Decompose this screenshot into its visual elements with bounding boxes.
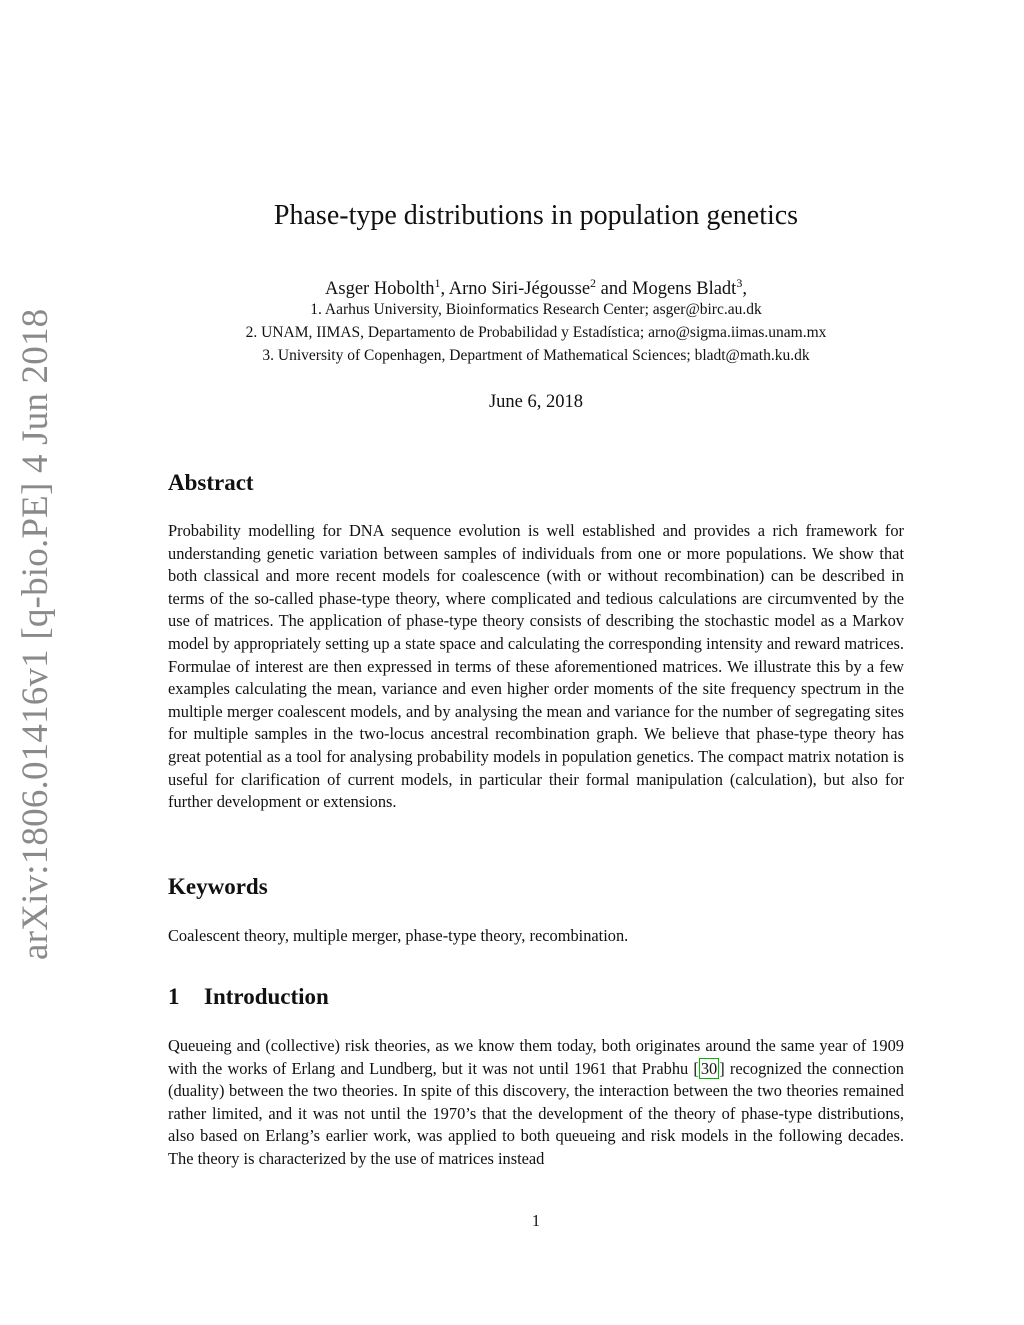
introduction-text-start: Queueing and (collective) risk theories, as we know them today, both originates around the same year of 1909 with the works of Erlang and Lundberg, but it was not until 1961 that Prabhu [ bbox=[168, 1036, 904, 1078]
author-name: Asger Hobolth bbox=[325, 279, 435, 300]
introduction-text-rest: ] recognized the connection (duality) between the two theories. In spite of this discovery, the interaction between the two theories remained rather limited, and it was not until the 1970’s that the development of the theory of phase-type distributions, also based on Erlang’s earlier work, was applied to both queueing and risk models in the following decades. The theory is characterized by the use of matrices instead bbox=[168, 1058, 904, 1168]
section-title: Introduction bbox=[204, 984, 329, 1009]
author-name: Arno Siri-Jégousse bbox=[448, 279, 591, 300]
paper-title: Phase-type distributions in population genetics bbox=[273, 200, 799, 231]
abstract-heading: Abstract bbox=[168, 470, 254, 495]
affiliation-line: 1. Aarhus University, Bioinformatics Research Center; asger@birc.au.dk bbox=[310, 301, 762, 318]
abstract-text: Probability modelling for DNA sequence evolution is well established and provides a rich framework for understanding genetic variation between samples of individuals from one or more populations. We show that both classical and more recent models for coalescence (with or without recombination) can be described in terms of the so-called phase-type theory, where complicated and tedious calculations are circumvented by the use of matrices. The application of phase-type theory consists of describing the stochastic model as a Markov model by appropriately setting up a state space and calculating the corresponding intensity and reward matrices. Formulae of interest are then expressed in terms of these aforementioned matrices. We illustrate this by a few examples calculating the mean, variance and even higher order moments of the site frequency spectrum in the multiple merger coalescent models, and by analysing the mean and variance for the number of segregating sites for multiple samples in the two-locus ancestral recombination graph. We believe that phase-type theory has great potential as a tool for analysing probability models in population genetics. The compact matrix notation is useful for clarification of current models, in particular their formal manipulation (calculation), but also for further development or extensions. bbox=[168, 521, 904, 812]
arxiv-identifier-stamp: arXiv:1806.01416v1 [q-bio.PE] 4 Jun 2018 bbox=[15, 308, 56, 960]
affiliation-mark: 2 bbox=[590, 276, 597, 290]
affiliation-mark: 3 bbox=[736, 276, 743, 290]
publication-date: June 6, 2018 bbox=[488, 392, 584, 412]
keywords-heading: Keywords bbox=[168, 874, 268, 899]
author-separator: , bbox=[742, 279, 747, 300]
keywords-text: Coalescent theory, multiple merger, phase-type theory, recombination. bbox=[168, 926, 629, 945]
introduction-text bbox=[168, 1035, 904, 1171]
affiliation-mark: 1 bbox=[434, 276, 441, 290]
author-separator: , bbox=[440, 279, 449, 300]
author-separator: and bbox=[596, 279, 632, 300]
page-number: 1 bbox=[531, 1211, 541, 1230]
author-list bbox=[0, 270, 1024, 302]
affiliation-line: 3. University of Copenhagen, Department of Mathematical Sciences; bladt@math.ku.dk bbox=[262, 347, 810, 364]
author-name: Mogens Bladt bbox=[632, 279, 737, 300]
section-number: 1 bbox=[168, 984, 180, 1009]
affiliation-line: 2. UNAM, IIMAS, Departamento de Probabilidad y Estadística; arno@sigma.iimas.unam.mx bbox=[245, 324, 827, 341]
section-heading-introduction bbox=[168, 982, 329, 1012]
citation-link[interactable]: 30 bbox=[700, 1058, 718, 1078]
